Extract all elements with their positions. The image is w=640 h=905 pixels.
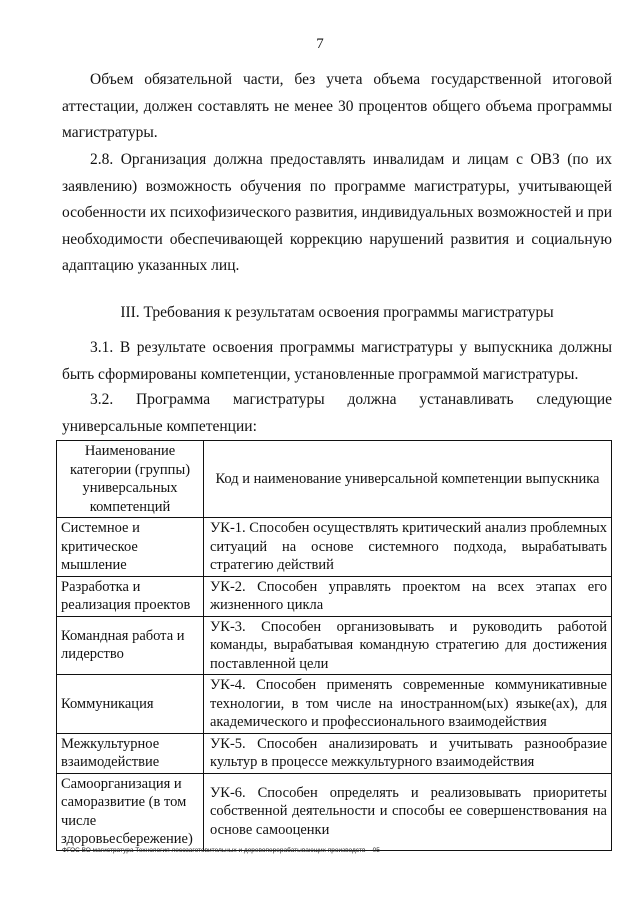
table-row [57, 675, 612, 734]
competencies-table [56, 440, 612, 851]
category-cell: Командная работа и лидерство [57, 616, 204, 675]
paragraph-3-1: 3.1. В результате освоения программы магистратуры у выпускника должны быть сформированы компетенции, установленные программой магистратуры. [62, 339, 612, 383]
table-row [57, 576, 612, 616]
category-cell: Межкультурное взаимодействие [57, 733, 204, 773]
header-category: Наименование категории (группы) универсальных компетенций [57, 441, 204, 518]
page-number: 7 [316, 36, 324, 52]
header-code: Код и наименование универсальной компетенции выпускника [204, 441, 612, 518]
table-row [57, 616, 612, 675]
table-row [57, 518, 612, 577]
document-footer: ФГОС ВО магистратура Технология лесозаготовительных и деревоперерабатывающих производств – 05 [62, 847, 380, 854]
category-cell: Самоорганизация и саморазвитие (в том числе здоровьесбережение) [57, 773, 204, 850]
category-cell: Системное и критическое мышление [57, 518, 204, 577]
paragraph-mandatory-part: Объем обязательной части, без учета объема государственной итоговой аттестации, должен составлять не менее 30 процентов общего объема программы магистратуры. [62, 71, 612, 141]
competence-cell: УК-5. Способен анализировать и учитывать разнообразие культур в процессе межкультурного взаимодействия [204, 733, 612, 773]
paragraph-2-8-disabled-persons: 2.8. Организация должна предоставлять инвалидам и лицам с ОВЗ (по их заявлению) возможность обучения по программе магистратуры, учитывающей особенности их психофизического развития, индивидуальных возможностей и при необходимости обеспечивающей коррекцию нарушений развития и социальную адаптацию указанных лиц. [62, 151, 612, 274]
category-cell: Коммуникация [57, 675, 204, 734]
table-header-row [57, 441, 612, 518]
competence-cell: УК-3. Способен организовывать и руководить работой команды, вырабатывая командную стратегию для достижения поставленной цели [204, 616, 612, 675]
competence-cell: УК-6. Способен определять и реализовывать приоритеты собственной деятельности и способы ее совершенствования на основе самооценки [204, 773, 612, 850]
table-row [57, 773, 612, 850]
category-cell: Разработка и реализация проектов [57, 576, 204, 616]
section-heading: III. Требования к результатам освоения программы магистратуры [120, 304, 554, 321]
table-row [57, 733, 612, 773]
competence-cell: УК-1. Способен осуществлять критический анализ проблемных ситуаций на основе системного подхода, вырабатывать стратегию действий [204, 518, 612, 577]
competence-cell: УК-4. Способен применять современные коммуникативные технологии, в том числе на иностранном(ых) языке(ах), для академического и профессионального взаимодействия [204, 675, 612, 734]
paragraph-3-2: 3.2. Программа магистратуры должна устанавливать следующие универсальные компетенции: [62, 391, 612, 435]
competence-cell: УК-2. Способен управлять проектом на всех этапах его жизненного цикла [204, 576, 612, 616]
